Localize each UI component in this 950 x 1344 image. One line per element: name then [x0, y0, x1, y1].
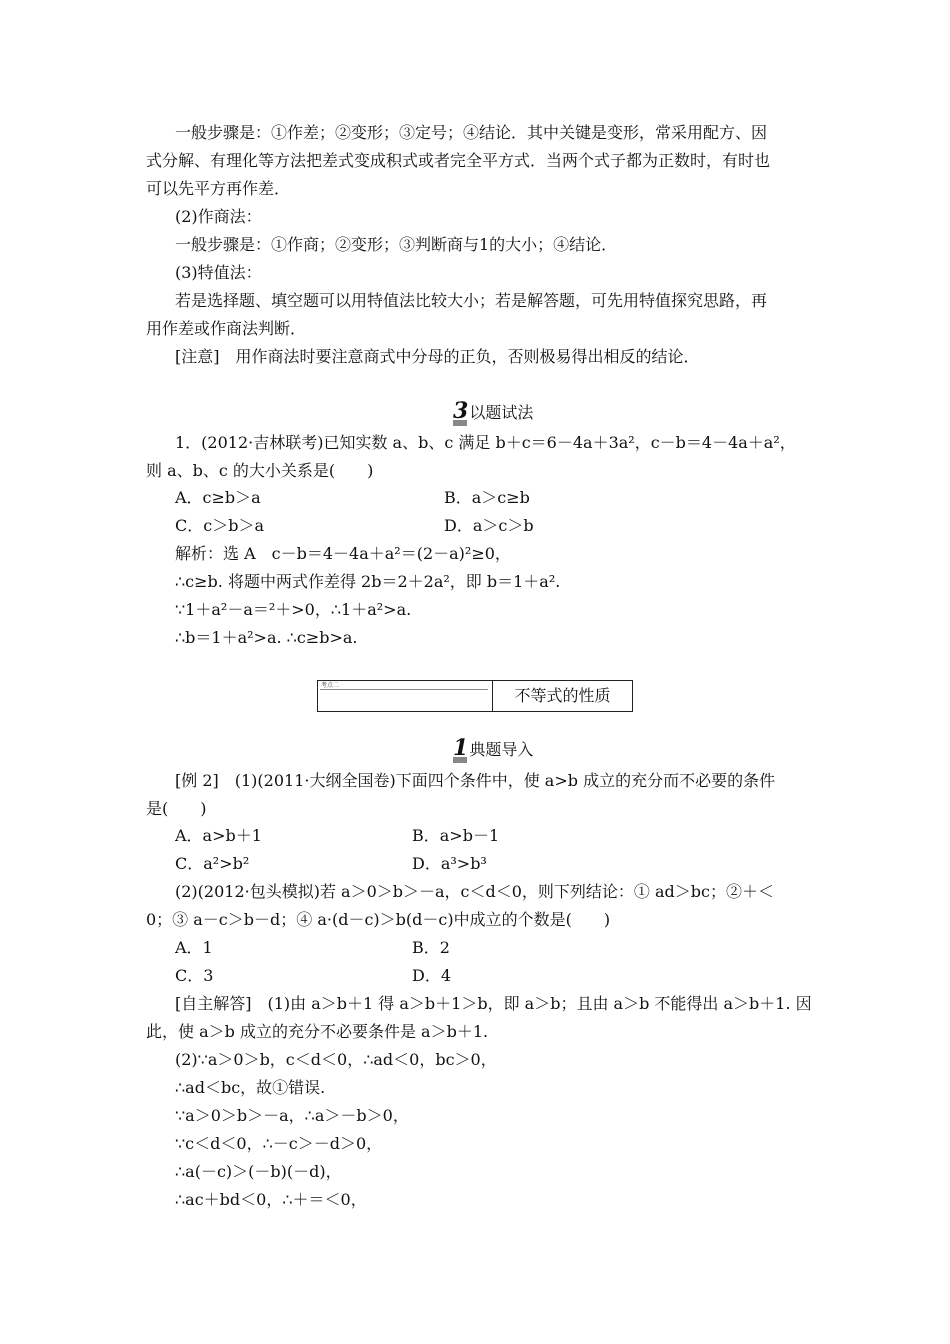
example-stem: 是( ) [146, 799, 207, 818]
answer-line: ∴a(－c)＞(－b)(－d)， [175, 1162, 342, 1181]
text-line: 式分解、有理化等方法把差式变成积式或者完全平方式．当两个式子都为正数时，有时也 [146, 151, 771, 170]
section-heading [453, 735, 534, 763]
option-a: A．c≥b＞a [175, 488, 261, 507]
problem-stem: 1．(2012·吉林联考)已知实数 a、b、c 满足 b＋c＝6－4a＋3a²，c－b＝4－4a＋a²， [175, 433, 796, 452]
text-line: 一般步骤是：①作差；②变形；③定号；④结论．其中关键是变形，常采用配方、因 [175, 123, 768, 142]
answer-line: 此，使 a＞b 成立的充分不必要条件是 a＞b＋1. [146, 1022, 489, 1041]
answer-line: [自主解答] (1)由 a＞b＋1 得 a＞b＋1＞b，即 a＞b；且由 a＞b 不能得出 a＞b＋1. 因 [175, 994, 812, 1013]
heading-title: 以题试法 [469, 403, 534, 422]
topic-box [317, 680, 633, 712]
option-c: C．a²>b² [175, 854, 250, 873]
section-heading [453, 398, 534, 426]
option-b: B．a>b－1 [412, 826, 500, 845]
heading-badge: 3 [453, 398, 468, 424]
answer-line: (2)∵a＞0＞b，c＜d＜0，∴ad＜0，bc＞0， [175, 1050, 497, 1069]
option-b: B．a＞c≥b [444, 488, 530, 507]
option-d: D．a³>b³ [412, 854, 487, 873]
topic-box-title: 不等式的性质 [514, 686, 611, 705]
divider [320, 689, 488, 690]
text-line: 可以先平方再作差． [146, 179, 291, 198]
option-a: A．a>b＋1 [175, 826, 262, 845]
text-line: (3)特值法： [175, 263, 262, 282]
solution-line: ∵1＋a²－a＝²＋>0，∴1＋a²>a. [175, 600, 412, 619]
answer-line: ∴ad＜bc，故①错误. [175, 1078, 326, 1097]
option-d: D．4 [412, 966, 452, 985]
example-stem: [例 2] (1)(2011·大纲全国卷)下面四个条件中，使 a>b 成立的充分而不必要的条件 [175, 771, 776, 790]
solution-line: ∴c≥b. 将题中两式作差得 2b＝2＋2a²，即 b＝1＋a². [175, 572, 561, 591]
topic-box-label-cell [318, 681, 493, 711]
topic-box-small-label: 考点二 [321, 682, 340, 689]
text-line: 若是选择题、填空题可以用特值法比较大小；若是解答题，可先用特值探究思路，再 [175, 291, 768, 310]
answer-line: ∵a＞0＞b＞－a，∴a＞－b＞0， [175, 1106, 409, 1125]
example-stem: (2)(2012·包头模拟)若 a＞0＞b＞－a，c＜d＜0，则下列结论：① ad＞bc；②＋＜ [175, 882, 774, 901]
text-line: (2)作商法： [175, 207, 262, 226]
example-stem: 0；③ a－c＞b－d；④ a·(d－c)＞b(d－c)中成立的个数是( ) [146, 910, 611, 929]
heading-badge: 1 [453, 735, 468, 761]
solution-line: 解析：选 A c－b＝4－4a＋a²＝(2－a)²≥0， [175, 544, 511, 563]
option-b: B．2 [412, 938, 450, 957]
option-c: C．c＞b＞a [175, 516, 264, 535]
answer-line: ∵c＜d＜0，∴－c＞－d＞0， [175, 1134, 383, 1153]
option-d: D．a＞c＞b [444, 516, 534, 535]
solution-line: ∴b＝1＋a²>a. ∴c≥b>a. [175, 628, 358, 647]
option-c: C．3 [175, 966, 214, 985]
heading-title: 典题导入 [469, 740, 534, 759]
text-line: 一般步骤是：①作商；②变形；③判断商与1的大小；④结论． [175, 235, 618, 254]
option-a: A．1 [175, 938, 213, 957]
problem-stem: 则 a、b、c 的大小关系是( ) [146, 461, 374, 480]
text-line: 用作差或作商法判断． [146, 319, 307, 338]
answer-line: ∴ac＋bd＜0，∴＋＝＜0， [175, 1190, 367, 1209]
note-line: [注意] 用作商法时要注意商式中分母的正负，否则极易得出相反的结论． [175, 347, 700, 366]
